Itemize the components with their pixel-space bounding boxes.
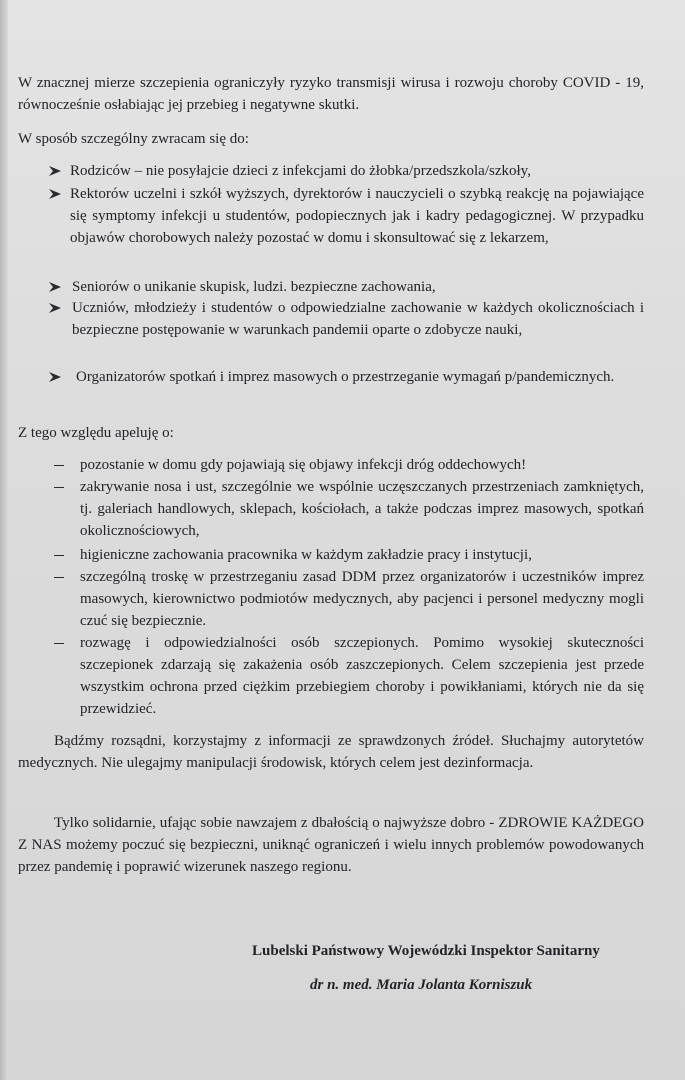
dash-bullet	[54, 632, 66, 654]
dash-bullet	[54, 544, 66, 566]
intro-paragraph: W znacznej mierze szczepienia ograniczyły ryzyko transmisji wirusa i rozwoju choroby COVID - 19, równocześnie osłabiając jej przebieg i negatywne skutki.	[18, 75, 644, 113]
signature-name: dr n. med. Maria Jolanta Korniszuk	[310, 977, 533, 993]
request-item: zakrywanie nosa i ust, szczególnie we wspólnie uczęszczanych przestrzeniach zamkniętych, tj. galeriach handlowych, sklepach, kościołach, a także podczas imprez masowych, spotkań okolicznościowych,	[80, 479, 644, 539]
dash-bullet	[54, 476, 66, 498]
arrow-bullet-icon	[48, 276, 64, 298]
request-intro: Z tego względu apeluję o:	[18, 425, 174, 441]
appeal-item: Rodziców – nie posyłajcie dzieci z infekcjami do żłobka/przedszkola/szkoły,	[70, 163, 531, 179]
appeal-item: Uczniów, młodzieży i studentów o odpowiedzialne zachowanie w każdych okolicznościach i bezpieczne postępowanie w warunkach pandemii oparte o zdobycze nauki,	[72, 300, 644, 338]
dash-bullet	[54, 454, 66, 476]
arrow-bullet-icon	[48, 297, 64, 319]
signature-title: Lubelski Państwowy Wojewódzki Inspektor Sanitarny	[252, 943, 600, 959]
appeal-intro: W sposób szczególny zwracam się do:	[18, 131, 249, 147]
appeal-item: Seniorów o unikanie skupisk, ludzi. bezpieczne zachowania,	[72, 279, 436, 295]
request-item: pozostanie w domu gdy pojawiają się objawy infekcji dróg oddechowych!	[80, 457, 527, 473]
request-item: higieniczne zachowania pracownika w każdym zakładzie pracy i instytucji,	[80, 547, 532, 563]
appeal-item: Rektorów uczelni i szkół wyższych, dyrektorów i nauczycieli o szybką reakcję na pojawiające się symptomy infekcji u studentów, podopiecznych jak i kadry pedagogicznej. W przypadku objawów chorobowych należy pozostać w domu i skonsultować się z lekarzem,	[70, 186, 644, 246]
page-edge-shadow	[0, 0, 8, 1080]
arrow-bullet-icon	[48, 183, 64, 205]
dash-bullet	[54, 566, 66, 588]
arrow-bullet-icon	[48, 160, 64, 182]
request-item: szczególną troskę w przestrzeganiu zasad DDM przez organizatorów i uczestników imprez masowych, kierownictwo podmiotów medycznych, aby pacjenci i personel medyczny mogli czuć się bezpiecznie.	[80, 569, 644, 629]
closing-paragraph-2: Tylko solidarnie, ufając sobie nawzajem z dbałością o najwyższe dobro - ZDROWIE KAŻDEGO Z NAS możemy poczuć się bezpieczni, uniknąć ograniczeń i wielu innych problemów powodowanych przez pandemię i poprawić wizerunek naszego regionu.	[18, 815, 644, 875]
request-item: rozwagę i odpowiedzialności osób szczepionych. Pomimo wysokiej skuteczności szczepionek zdarzają się zakażenia osób zaszczepionych. Celem szczepienia jest przede wszystkim ochrona przed ciężkim przebiegiem choroby i powikłaniami, których nie da się przewidzieć.	[80, 635, 644, 717]
arrow-bullet-icon	[48, 366, 64, 388]
closing-paragraph-1: Bądźmy rozsądni, korzystajmy z informacji ze sprawdzonych źródeł. Słuchajmy autorytetów medycznych. Nie ulegajmy manipulacji środowisk, których celem jest dezinformacja.	[18, 733, 644, 771]
appeal-item: Organizatorów spotkań i imprez masowych o przestrzeganie wymagań p/pandemicznych.	[76, 369, 615, 385]
